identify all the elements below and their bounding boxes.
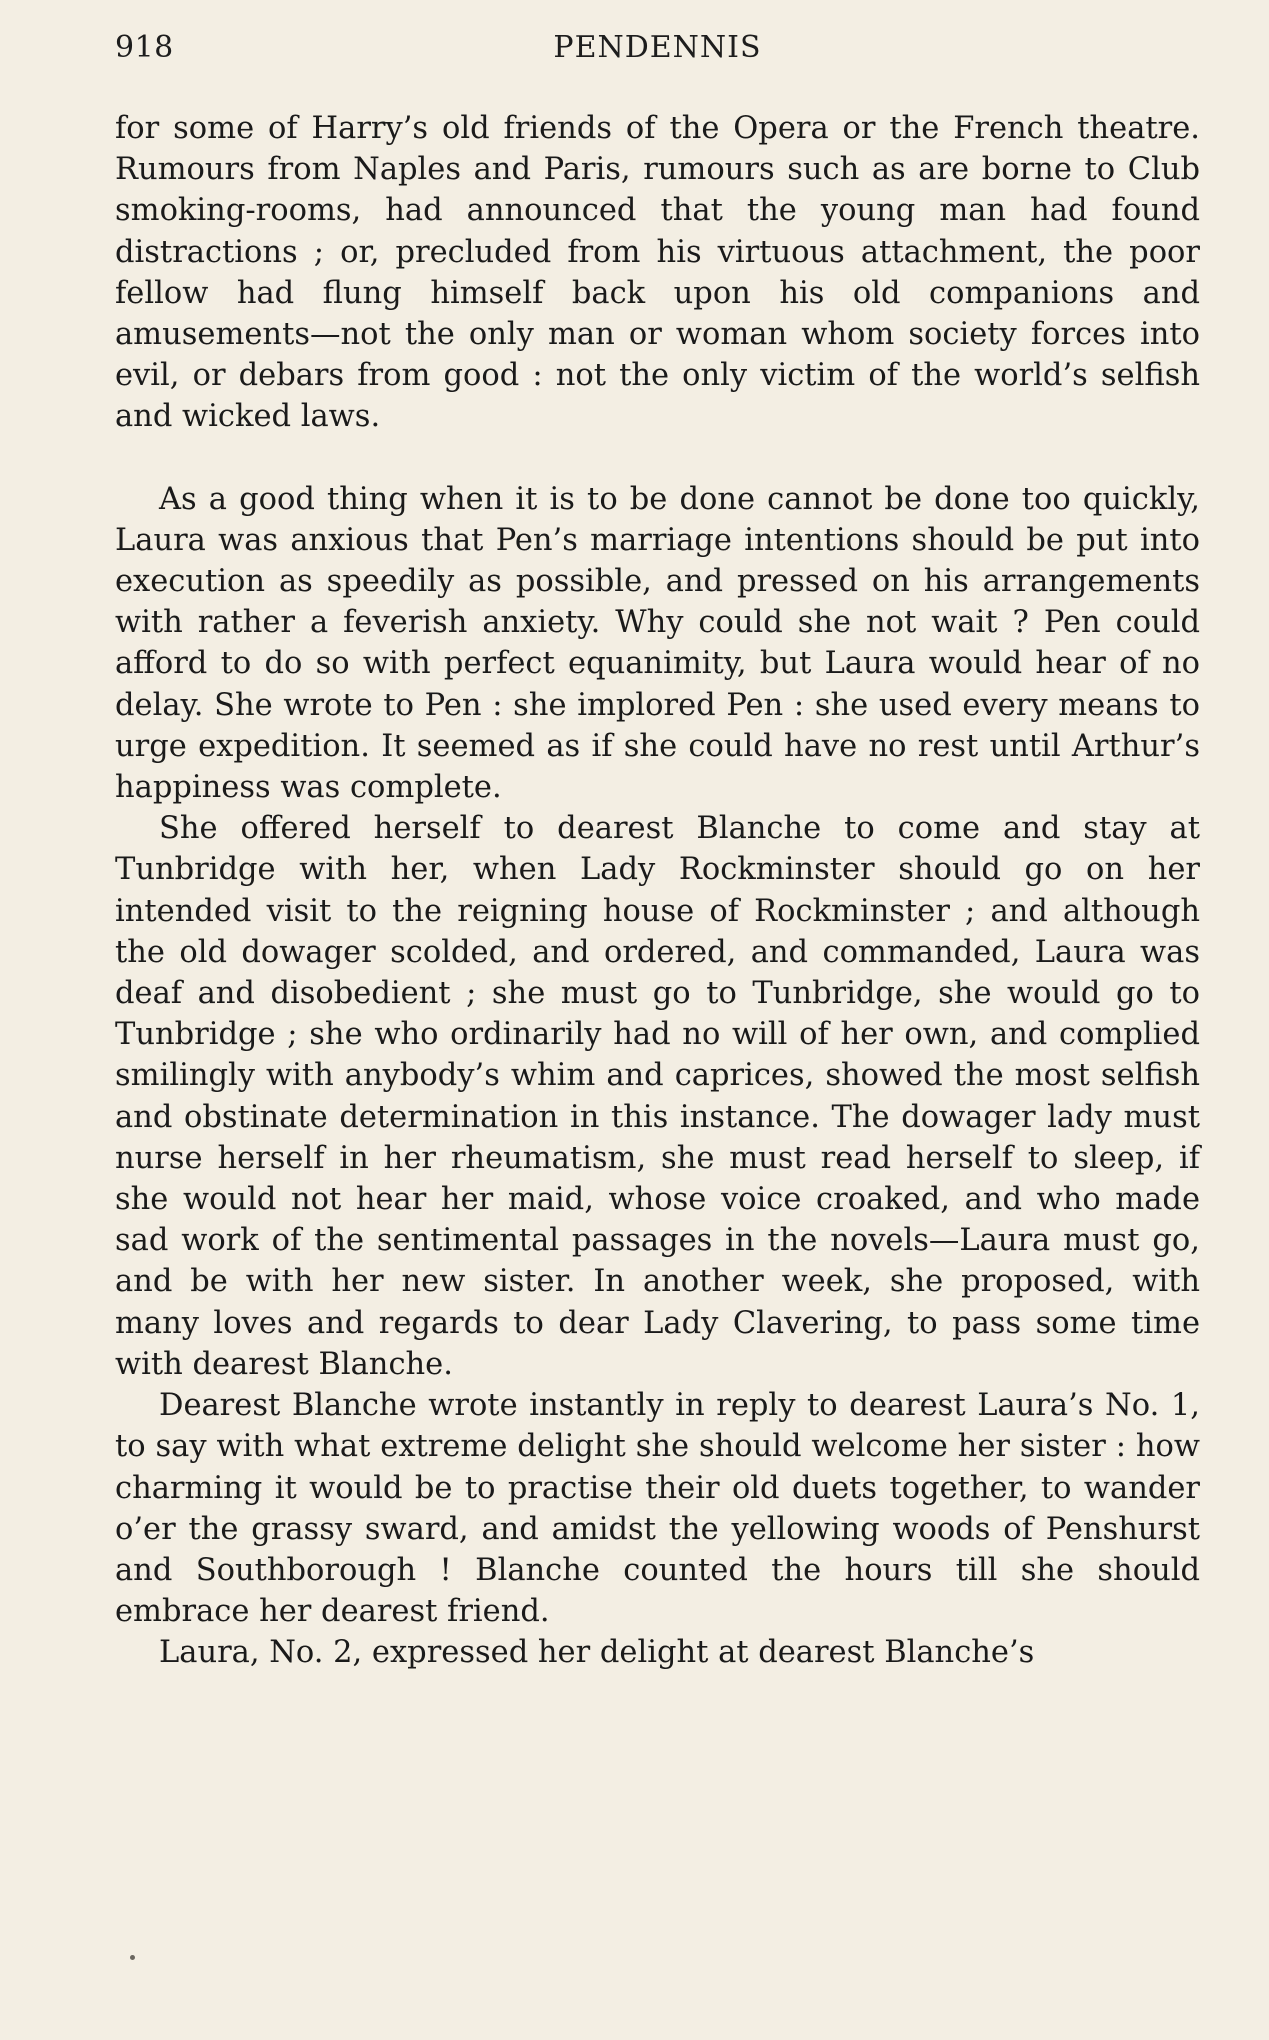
- body-text: [115, 108, 1200, 1674]
- paragraph-4: Dearest Blanche wrote instantly in reply to dearest Laura’s No. 1, to say with what extreme delight she should welcome her sister : how charming it would be to practise their old duets together, to wander o’er the grassy sward, and amidst the yellowing woods of Penshurst and Southborough ! Blanche counted the hours till she should embrace her dearest friend.: [115, 1388, 1200, 1630]
- paragraph-1: for some of Harry’s old friends of the Opera or the French theatre. Rumours from Naples and Paris, rumours such as are borne to Club smoking-rooms, had announced that the young man had found distractions ; or, precluded from his virtuous attachment, the poor fellow had flung himself back upon his old companions and amusements—not the only man or woman whom society forces into evil, or debars from good : not the only victim of the world’s selfish and wicked laws.: [115, 111, 1200, 435]
- paragraph-3: She offered herself to dearest Blanche to come and stay at Tunbridge with her, when Lady Rockminster should go on her intended visit to the reigning house of Rockminster ; and although the old dowager scolded, and ordered, and commanded, Laura was deaf and disobedient ; she must go to Tunbridge, she would go to Tunbridge ; she who ordinarily had no will of her own, and complied smilingly with anybody’s whim and caprices, showed the most selfish and obstinate determination in this instance. The dowager lady must nurse herself in her rheumatism, she must read herself to sleep, if she would not hear her maid, whose voice croaked, and who made sad work of the sentimental passages in the novels—Laura must go, and be with her new sister. In another week, she proposed, with many loves and regards to dear Lady Clavering, to pass some time with dearest Blanche.: [115, 811, 1200, 1382]
- running-head: [115, 28, 1200, 72]
- page-speck: [130, 1955, 135, 1960]
- running-title: PENDENNIS: [553, 30, 762, 65]
- paragraph-2: As a good thing when it is to be done cannot be done too quickly, Laura was anxious that Pen’s marriage intentions should be put into execution as speedily as possible, and pressed on his arrangements with rather a feverish anxiety. Why could she not wait ? Pen could afford to do so with perfect equanimity, but Laura would hear of no delay. She wrote to Pen : she implored Pen : she used every means to urge expedition. It seemed as if she could have no rest until Arthur’s happiness was complete.: [115, 481, 1200, 806]
- page-number: 918: [115, 30, 174, 65]
- paragraph-5: Laura, No. 2, expressed her delight at dearest Blanche’s: [159, 1635, 1035, 1671]
